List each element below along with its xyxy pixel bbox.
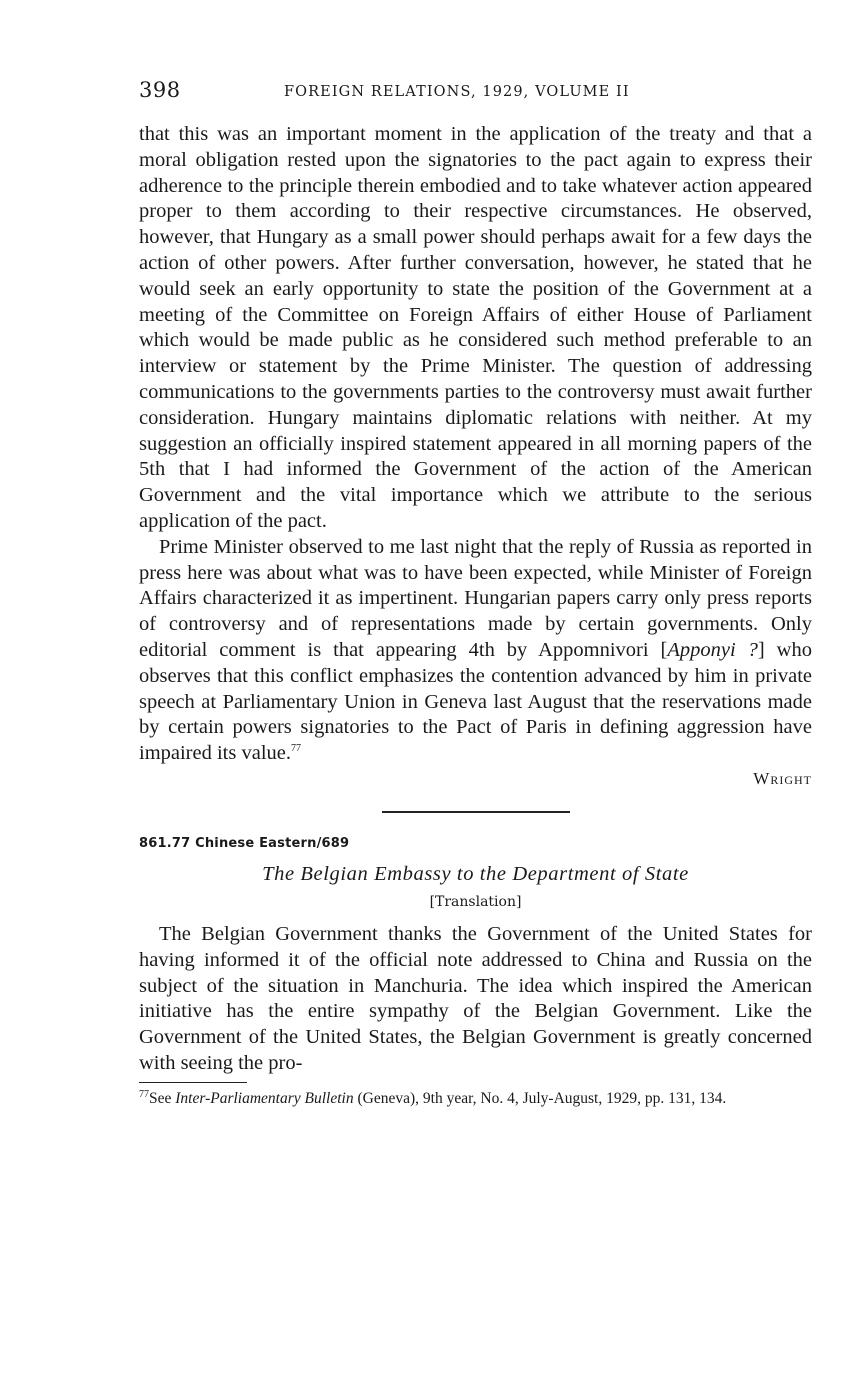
file-reference: 861.77 Chinese Eastern/689 — [139, 835, 350, 851]
belgian-note-paragraph-1: The Belgian Government thanks the Government of the United States for having informed it of the official note addressed to China and Russia on the subject of the situation in Manchuria. The idea which inspired the American initiative has the entire sympathy of the Belgian Government. Like the Government of the United States, the Belgian Government is greatly concerned with seeing the pro- — [139, 922, 812, 1074]
running-title: FOREIGN RELATIONS, 1929, VOLUME II — [284, 84, 630, 100]
footnote-publication-title: Inter-Parliamentary Bulletin — [175, 1089, 354, 1107]
footnote-citation: (Geneva), 9th year, No. 4, July-August, 1929, pp. 131, 134. — [353, 1089, 727, 1107]
page-number: 398 — [139, 78, 181, 102]
translation-note: [Translation] — [429, 893, 522, 910]
editorial-insertion: Apponyi ? — [667, 638, 758, 661]
paragraph-2-text-before: Prime Minister observed to me last night that the reply of Russia as reported in press here was about what was to have been expected, while Minister of Foreign Affairs characterized it as impertinent. Hungarian papers carry only press reports of controversy and of representations made by certain governments. Only editorial comment is that appearing 4th by Appomnivori [ — [139, 535, 812, 661]
section-separator — [382, 811, 570, 813]
document-heading: The Belgian Embassy to the Department of State — [262, 862, 689, 885]
letter-paragraph-2 — [139, 535, 812, 767]
paragraph-2-text-after: ] who observes that this conflict emphasizes the contention advanced by him in private speech at Parliamentary Union in Geneva last August that the reservations made by certain powers signatories to the Pact of Paris in defining aggression have impaired its value. — [139, 638, 812, 765]
footnote-rule — [139, 1082, 247, 1083]
running-header — [139, 78, 812, 112]
footnote-prefix: See — [149, 1089, 176, 1107]
footnote — [139, 1089, 812, 1108]
signature: Wright — [753, 768, 812, 788]
footnote-marker: 77 — [139, 1088, 149, 1100]
footnote-reference: 77 — [291, 743, 301, 755]
document-page — [139, 78, 812, 1123]
letter-paragraph-1: that this was an important moment in the application of the treaty and that a moral obligation rested upon the signatories to the pact again to express their adherence to the principle therein embodied and to take whatever action appeared proper to them according to their respective circumstances. He observed, however, that Hungary as a small power should perhaps await for a few days the action of other powers. After further conversation, however, he stated that he would seek an early opportunity to state the position of the Government at a meeting of the Committee on Foreign Affairs of either House of Parliament which would be made public as he considered such method preferable to an interview or statement by the Prime Minister. The question of addressing communications to the governments parties to the controversy must await further consideration. Hungary maintains diplomatic relations with neither. At my suggestion an officially inspired statement appeared in all morning papers of the 5th that I had informed the Government of the action of the American Government and the vital importance which we attribute to the serious application of the pact. — [139, 123, 812, 532]
